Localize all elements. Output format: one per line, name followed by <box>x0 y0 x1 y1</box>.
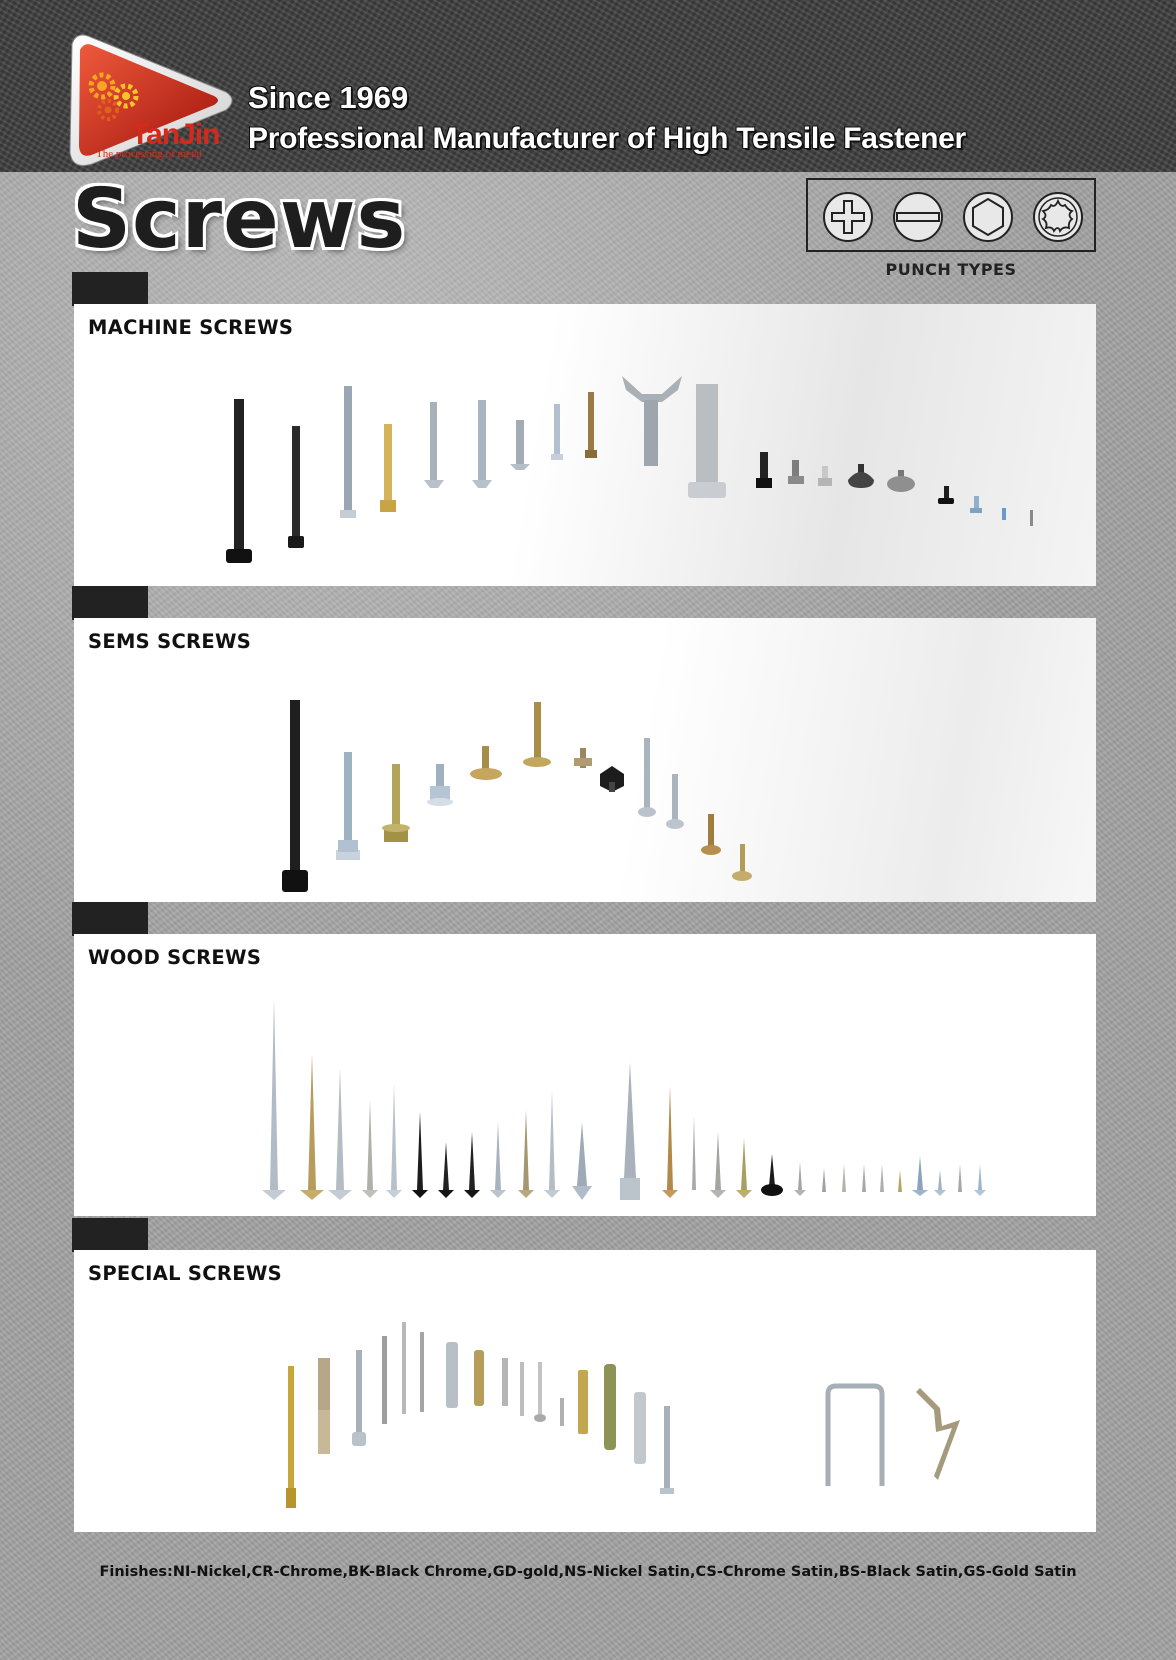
wood-screws-title: WOOD SCREWS <box>88 946 262 969</box>
punch-types-label: PUNCH TYPES <box>885 260 1017 279</box>
screw-item <box>424 402 444 488</box>
screw-item <box>328 1068 352 1200</box>
section-tab <box>72 1218 148 1252</box>
screw-item <box>362 1100 378 1198</box>
screw-item <box>288 426 304 548</box>
screw-item <box>794 1162 806 1196</box>
brand-name: TanJin <box>131 118 220 151</box>
screw-item <box>934 1170 946 1196</box>
screw-item <box>336 752 360 860</box>
punch-types-box <box>806 178 1096 252</box>
slotted-icon <box>892 191 944 243</box>
screw-item <box>818 466 832 486</box>
screw-item <box>912 1156 928 1196</box>
screw-item <box>572 1122 592 1200</box>
screw-item <box>620 1062 640 1200</box>
screw-item <box>842 1164 846 1192</box>
screw-item <box>761 1154 783 1196</box>
screw-item <box>604 1364 616 1450</box>
screw-item <box>1030 510 1033 526</box>
screw-item <box>1002 508 1006 520</box>
sems-screws-photo <box>74 618 1096 902</box>
screw-item <box>380 424 396 512</box>
page-title: Screws <box>72 172 407 267</box>
bracket-item <box>828 1386 882 1486</box>
phillips-icon <box>822 191 874 243</box>
screw-item <box>502 1358 508 1406</box>
screw-item <box>958 1164 962 1192</box>
screw-item <box>662 1086 678 1198</box>
wood-screws-photo <box>74 934 1096 1216</box>
screw-item <box>660 1406 674 1494</box>
finishes-legend: Finishes:NI-Nickel,CR-Chrome,BK-Black Chrome,GD-gold,NS-Nickel Satin,CS-Chrome Satin,BS-Black Satin,GS-Gold Satin <box>99 1564 1077 1580</box>
screw-item <box>382 764 410 842</box>
screw-item <box>600 766 624 792</box>
screw-item <box>880 1164 884 1192</box>
screw-item <box>701 814 721 855</box>
section-tab <box>72 586 148 620</box>
machine-screws-panel <box>74 304 1096 586</box>
screw-item <box>710 1132 726 1198</box>
screw-item <box>520 1362 524 1416</box>
screw-item <box>534 1362 546 1422</box>
screw-item <box>788 460 804 484</box>
torx-icon <box>1032 191 1084 243</box>
screw-item <box>286 1366 296 1508</box>
screw-item <box>887 470 915 492</box>
sems-screws-title: SEMS SCREWS <box>88 630 252 653</box>
sems-screws-panel <box>74 618 1096 902</box>
screw-item <box>318 1358 330 1454</box>
screw-item <box>472 400 492 488</box>
screw-item <box>402 1322 406 1414</box>
screw-item <box>848 464 874 488</box>
screw-item <box>226 399 252 563</box>
screw-item <box>551 404 563 460</box>
screw-item <box>638 738 656 817</box>
screw-item <box>464 1132 480 1198</box>
brand-tagline: The processing of metal <box>96 148 202 160</box>
screw-item <box>438 1142 454 1198</box>
screw-item <box>688 384 726 498</box>
section-tab <box>72 902 148 936</box>
screw-item <box>427 764 453 806</box>
screw-item <box>585 392 597 458</box>
machine-screws-title: MACHINE SCREWS <box>88 316 294 339</box>
screw-item <box>736 1138 752 1198</box>
screw-item <box>974 1164 986 1196</box>
screw-item <box>666 774 684 829</box>
headline-text: Professional Manufacturer of High Tensile Fastener <box>248 122 966 155</box>
screw-item <box>518 1110 534 1198</box>
bracket-item <box>916 1388 960 1480</box>
screw-item <box>352 1350 366 1446</box>
screw-item <box>446 1342 458 1408</box>
screw-item <box>970 496 982 513</box>
screw-item <box>938 486 954 504</box>
screw-item <box>470 746 502 780</box>
screw-item <box>300 1054 324 1200</box>
screw-item <box>862 1164 866 1192</box>
screw-item <box>490 1122 506 1198</box>
screw-item <box>340 386 356 518</box>
screw-item <box>386 1084 402 1198</box>
section-tab <box>72 272 148 306</box>
screw-item <box>282 700 308 892</box>
screw-item <box>412 1112 428 1198</box>
special-screws-photo <box>74 1250 1096 1532</box>
screw-item <box>898 1170 902 1192</box>
screw-item <box>420 1332 424 1412</box>
screw-item <box>262 998 286 1200</box>
screw-item <box>756 452 772 488</box>
screw-item <box>622 376 682 466</box>
screw-item <box>732 844 752 881</box>
screw-item <box>510 420 530 470</box>
wood-screws-panel <box>74 934 1096 1216</box>
screw-item <box>574 748 592 768</box>
special-screws-title: SPECIAL SCREWS <box>88 1262 282 1285</box>
screw-item <box>474 1350 484 1406</box>
hex-socket-icon <box>962 191 1014 243</box>
machine-screws-photo <box>74 304 1096 586</box>
screw-item <box>634 1392 646 1464</box>
screw-item <box>382 1336 387 1424</box>
screw-item <box>692 1116 696 1190</box>
screw-item <box>544 1090 560 1198</box>
screw-item <box>578 1370 588 1434</box>
special-screws-panel <box>74 1250 1096 1532</box>
since-text: Since 1969 <box>248 80 409 115</box>
screw-item <box>560 1398 564 1426</box>
screw-item <box>523 702 551 767</box>
screw-item <box>822 1168 826 1192</box>
